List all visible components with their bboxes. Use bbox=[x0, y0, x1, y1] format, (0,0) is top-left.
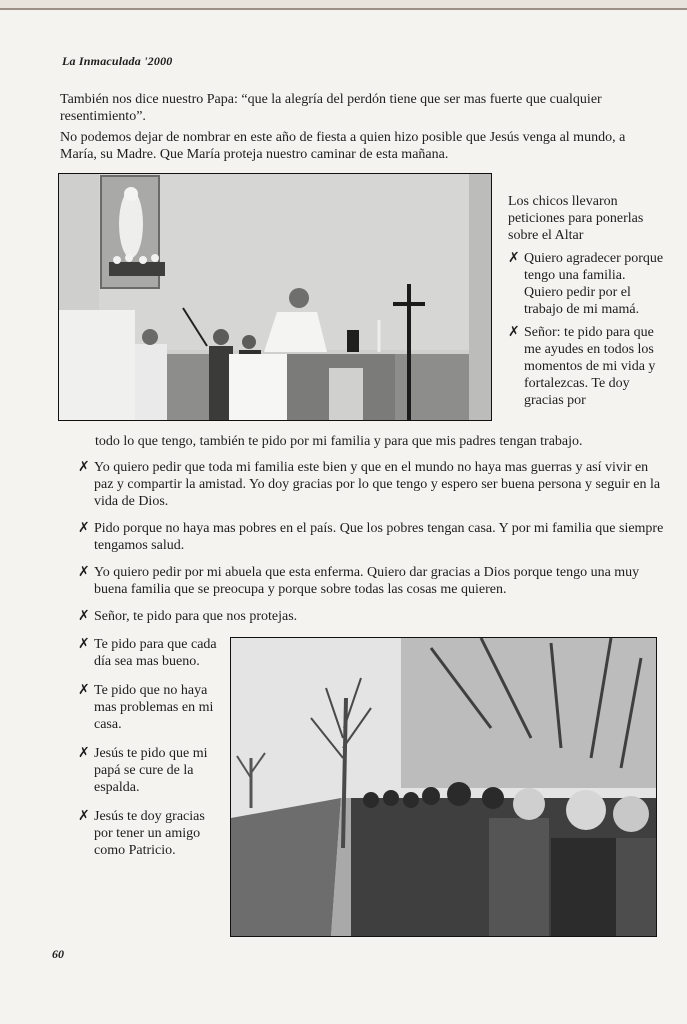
list-item bbox=[78, 808, 218, 859]
x-mark-icon: ✗ bbox=[78, 459, 90, 475]
x-mark-icon: ✗ bbox=[78, 808, 90, 824]
x-mark-icon: ✗ bbox=[78, 682, 90, 698]
procession-photo bbox=[230, 637, 657, 937]
x-mark-icon: ✗ bbox=[78, 745, 90, 761]
altar-photo bbox=[58, 173, 492, 421]
petition-text: Yo quiero pedir por mi abuela que esta enferma. Quiero dar gracias a Dios porque tengo una muy buena familia que se preocupa y porque sobre todas las cosas me quieren. bbox=[94, 565, 640, 597]
page-top-band bbox=[0, 0, 687, 8]
petition-text: Te pido para que cada día sea mas bueno. bbox=[94, 637, 217, 669]
page-top-rule bbox=[0, 8, 687, 10]
x-mark-icon: ✗ bbox=[508, 250, 520, 266]
intro-paragraph-1: También nos dice nuestro Papa: “que la alegría del perdón tiene que ser mas fuerte que cualquier resentimiento”. bbox=[60, 92, 602, 124]
left-petition-list bbox=[78, 636, 218, 871]
procession-photo-illustration bbox=[231, 638, 656, 936]
petition-text: Te pido que no haya mas problemas en mi casa. bbox=[94, 683, 214, 732]
list-item bbox=[78, 520, 668, 554]
petition-text: Jesús te doy gracias por tener un amigo como Patricio. bbox=[94, 809, 205, 858]
petition-list bbox=[78, 459, 668, 635]
petition-text: Jesús te pido que mi papá se cure de la espalda. bbox=[94, 746, 208, 795]
list-item bbox=[78, 564, 668, 598]
sidebar-item-text: Quiero agradecer porque tengo una familia. Quiero pedir por el trabajo de mi mamá. bbox=[524, 251, 664, 317]
continuation-text: todo lo que tengo, también te pido por mi familia y para que mis padres tengan trabajo. bbox=[95, 434, 583, 449]
list-item bbox=[78, 745, 218, 796]
x-mark-icon: ✗ bbox=[78, 564, 90, 580]
list-item bbox=[78, 636, 218, 670]
x-mark-icon: ✗ bbox=[78, 636, 90, 652]
sidebar-lead: Los chicos llevaron peticiones para ponerlas sobre el Altar bbox=[508, 194, 644, 243]
list-item bbox=[78, 459, 668, 510]
altar-photo-illustration bbox=[59, 174, 491, 420]
x-mark-icon: ✗ bbox=[78, 520, 90, 536]
page-number: 60 bbox=[52, 947, 64, 961]
x-mark-icon: ✗ bbox=[78, 608, 90, 624]
sidebar-item bbox=[508, 250, 664, 318]
x-mark-icon: ✗ bbox=[508, 324, 520, 340]
intro-paragraph-2: No podemos dejar de nombrar en este año de fiesta a quien hizo posible que Jesús venga al mundo, a María, su Madre. Que María proteja nuestro caminar de esta mañana. bbox=[60, 130, 626, 162]
list-item bbox=[78, 608, 668, 625]
petition-text: Pido porque no haya mas pobres en el país. Que los pobres tengan casa. Y por mi familia que siempre tengamos salud. bbox=[94, 521, 664, 553]
sidebar-petitions bbox=[508, 193, 664, 415]
list-item bbox=[78, 682, 218, 733]
running-header: La Inmaculada '2000 bbox=[62, 54, 173, 68]
sidebar-item bbox=[508, 324, 664, 409]
petition-text: Yo quiero pedir que toda mi familia este bien y que en el mundo no haya mas guerras y así vivir en paz y compartir la amistad. Yo doy gracias por lo que tengo y espero ser buena persona y seguir en la vida de Dios. bbox=[94, 460, 661, 509]
sidebar-item-text: Señor: te pido para que me ayudes en todos los momentos de mi vida y fortalezcas. Te doy gracias por bbox=[524, 325, 656, 408]
petition-text: Señor, te pido para que nos protejas. bbox=[94, 609, 298, 624]
